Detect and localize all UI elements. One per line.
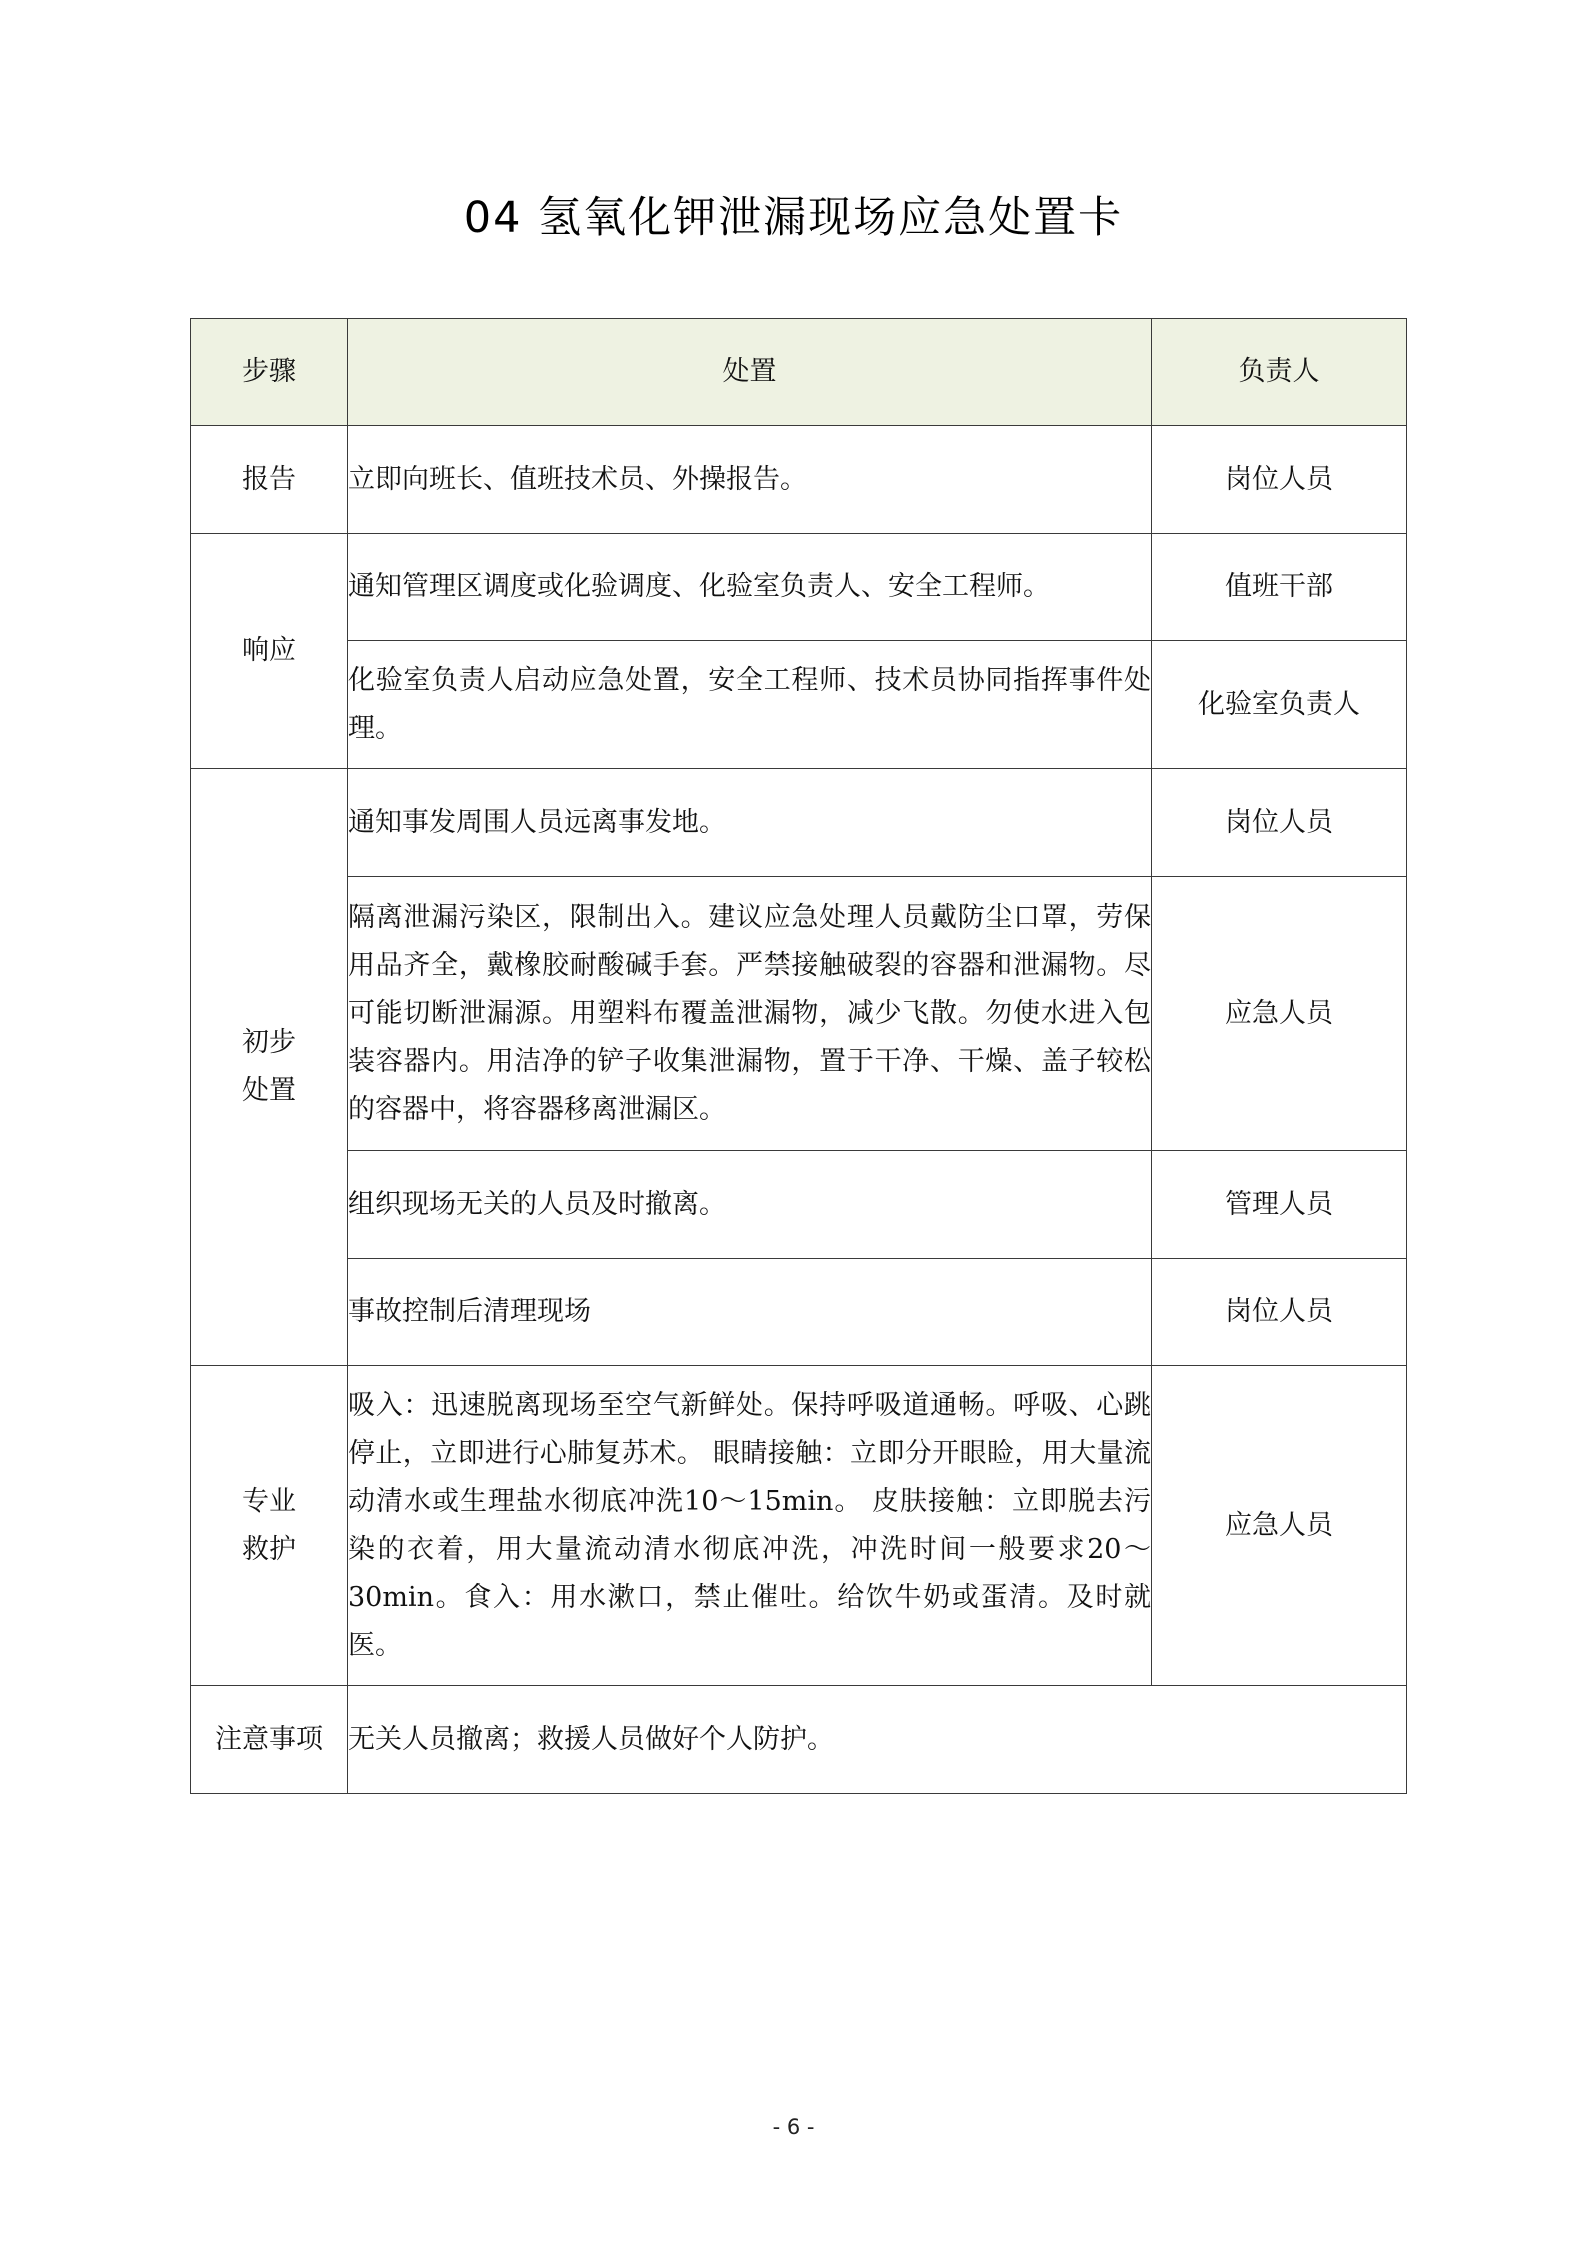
action-cell: 通知管理区调度或化验调度、化验室负责人、安全工程师。 (348, 534, 1152, 641)
step-cell: 报告 (191, 426, 348, 534)
header-step: 步骤 (191, 319, 348, 426)
table-row (191, 641, 1407, 769)
step-cell (191, 769, 348, 1366)
table-row (191, 426, 1407, 534)
step-label: 初步处置 (242, 1027, 296, 1106)
responsible-cell: 应急人员 (1152, 1366, 1407, 1686)
step-cell (191, 1366, 348, 1686)
action-cell: 吸入：迅速脱离现场至空气新鲜处。保持呼吸道通畅。呼吸、心跳停止，立即进行心肺复苏术。 眼睛接触：立即分开眼睑，用大量流动清水或生理盐水彻底冲洗10～15min。 皮肤接触：立即脱去污染的衣着，用大量流动清水彻底冲洗，冲洗时间一般要求20～30min。食入：用水漱口，禁止催吐。给饮牛奶或蛋清。及时就医。 (348, 1366, 1152, 1686)
table-row (191, 1366, 1407, 1686)
step-label: 专业救护 (242, 1485, 296, 1565)
table-row (191, 877, 1407, 1151)
responsible-cell: 应急人员 (1152, 877, 1407, 1151)
emergency-card-table (190, 318, 1407, 1794)
action-cell: 组织现场无关的人员及时撤离。 (348, 1151, 1152, 1259)
action-cell: 事故控制后清理现场 (348, 1259, 1152, 1366)
table-row (191, 1151, 1407, 1259)
page-title: 04 氢氧化钾泄漏现场应急处置卡 (463, 193, 1124, 243)
action-cell: 隔离泄漏污染区，限制出入。建议应急处理人员戴防尘口罩，劳保用品齐全，戴橡胶耐酸碱手套。严禁接触破裂的容器和泄漏物。尽可能切断泄漏源。用塑料布覆盖泄漏物，减少飞散。勿使水进入包装容器内。用洁净的铲子收集泄漏物，置于干净、干燥、盖子较松的容器中，将容器移离泄漏区。 (348, 877, 1152, 1151)
table-header-row (191, 319, 1407, 426)
responsible-cell: 管理人员 (1152, 1151, 1407, 1259)
table-row (191, 534, 1407, 641)
action-cell: 立即向班长、值班技术员、外操报告。 (348, 426, 1152, 534)
action-cell: 通知事发周围人员远离事发地。 (348, 769, 1152, 877)
page-number: - 6 - (772, 2115, 815, 2139)
responsible-cell: 化验室负责人 (1152, 641, 1407, 769)
step-cell: 注意事项 (191, 1686, 348, 1794)
table-row (191, 1259, 1407, 1366)
responsible-cell: 值班干部 (1152, 534, 1407, 641)
step-cell: 响应 (191, 534, 348, 769)
responsible-cell: 岗位人员 (1152, 1259, 1407, 1366)
header-action: 处置 (348, 319, 1152, 426)
action-cell: 化验室负责人启动应急处置，安全工程师、技术员协同指挥事件处理。 (348, 641, 1152, 769)
responsible-cell: 岗位人员 (1152, 769, 1407, 877)
table-row (191, 1686, 1407, 1794)
responsible-cell: 岗位人员 (1152, 426, 1407, 534)
action-cell: 无关人员撤离；救援人员做好个人防护。 (348, 1686, 1407, 1794)
header-responsible: 负责人 (1152, 319, 1407, 426)
table-row (191, 769, 1407, 877)
